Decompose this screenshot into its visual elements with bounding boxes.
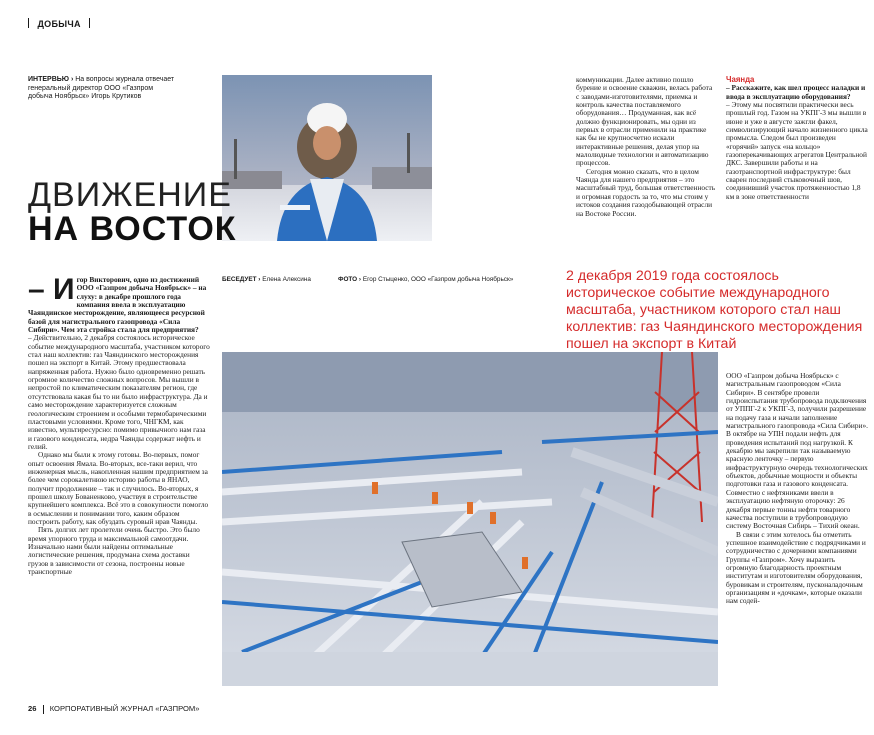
article-title-line1: ДВИЖЕНИЕ (28, 176, 232, 214)
subheading-chayanda: Чаянда (726, 75, 755, 84)
photographer-name: Егор Стыценко, ООО «Газпром добыча Ноябрьск» (362, 276, 514, 283)
col1-paragraph-3: Однако мы были к этому готовы. Во-первых, помог опыт освоения Ямала. Во-вторых, все-таки верил, что инженерная мысль, накопленная нашим предприятием за более чем сорокалетнюю историю работы в ЯНАО, получит продолжение – так и случилось. Во-вторых, я прошел школу Бованенково, участвуя в строительстве крупнейшего комплекса. Всё это в совокупности помогло в осмыслении и понимании того, каким образом построить работу, как обуздать суровый нрав Чаянды. (28, 450, 209, 526)
col3-paragraph-2: Сегодня можно сказать, что в целом Чаянда для нашего предприятия – это масштабный труд, большая ответственность и огромная гордость за то, что мы стоим у истоков создания газодобывающей отрасли на Востоке России. (576, 166, 716, 218)
header-bar-left (28, 18, 29, 28)
credit-interviewer: БЕСЕДУЕТ › Елена Алексина (222, 276, 311, 283)
col1-paragraph-2: – Действительно, 2 декабря состоялось историческое событие международного масштаба, участником которого стал наш коллектив: газ Чаяндинского месторождения пошел на экспорт в Китай. Этому предшествовала напряженная работа. Нужно было одновременно решать огромное количество сложных вопросов. Мы вышли в непростой по климатическим показателям регион, где отсутствовала какая бы то ни было инфраструктура. Да и само месторождение характеризуется сложным геологическим строением и особыми термобарическими пластовыми условиями. Кроме того, ЧНГКМ, как известно, мультиресурсно: помимо привычного нам газа и газового конденсата, недра Чаянды содержат нефть и гелий. (28, 333, 210, 451)
column-3 (576, 76, 716, 218)
plant-photo (222, 352, 718, 686)
interview-label: ИНТЕРВЬЮ (28, 76, 70, 83)
portrait-photo (222, 75, 432, 241)
interviewer-name: Елена Алексина (262, 276, 311, 283)
column-5 (726, 372, 868, 606)
col4-answer: – Этому мы посвятили практически весь прошлый год. Газом на УКПГ-3 мы вышли в июне и уже в августе зажгли факел, символизирующий начало жизненного цикла промысла. Следом был произведен «горячий» запуск «на кольцо» газоперекачивающих агрегатов Центральной ДКС. Завершили работы и на газотранспортной инфраструктуре: был сварен последний стыковочный шов, соединивший участок протяженностью 1,8 км в зоне ответственности (726, 100, 868, 201)
column-4 (726, 76, 868, 201)
footer-bar (43, 705, 44, 714)
page-footer (28, 704, 199, 714)
portrait-illustration (222, 75, 432, 241)
section-title: ДОБЫЧА (37, 19, 81, 29)
article-title-line2: НА ВОСТОК (28, 210, 237, 248)
col1-paragraph-4: Пять долгих лет пролетели очень быстро. Это было время упорного труда и максимальной самоотдачи. Изначально нами были найдены оптимальные логистические решения, продумана схема доставки грузов в зависимости от сезона, построены новые транспортные (28, 525, 200, 577)
journal-name: КОРПОРАТИВНЫЙ ЖУРНАЛ «ГАЗПРОМ» (49, 704, 200, 713)
section-header (28, 14, 90, 32)
plant-illustration (222, 352, 718, 686)
col1-paragraph-1: гор Викторович, одно из достижений ООО «Газпром добыча Ноябрьск» – на слуху: в декабре прошлого года компания ввела в эксплуатацию Чаяндинское месторождение, являющееся ресурсной базой для магистрального газопровода «Сила Сибири». Чем эта стройка стала для предприятия? (28, 275, 207, 335)
drop-cap: – И (28, 273, 75, 306)
lead-quote: 2 декабря 2019 года состоялось историческое событие международного масштаба, участником которого стал наш коллектив: газ Чаяндинского месторождения пошел на экспорт в Китай (566, 268, 863, 352)
col4-question: – Расскажите, как шел процесс наладки и ввода в эксплуатацию оборудования? (726, 83, 866, 101)
column-1 (28, 273, 210, 577)
photo-label: ФОТО (338, 276, 358, 283)
col3-paragraph-1: коммуникации. Далее активно пошло бурение и освоение скважин, велась работа с заводами-изготовителями, приемка и контроль качества поставляемого оборудования… Продуманная, как всё должно функционировать, мы одни из первых в отрасли применили на практике как бы не крупносчетно искали интерактивные решения, делая упор на малолюдные технологии и автоматизацию процессов. (576, 75, 713, 168)
interview-kicker: ИНТЕРВЬЮ › На вопросы журнала отвечает генеральный директор ООО «Газпром добыча Ноябрьск» Игорь Крутиков (28, 76, 175, 100)
interviewer-label: БЕСЕДУЕТ (222, 276, 257, 283)
page-number: 26 (28, 704, 37, 713)
interview-text: На вопросы журнала отвечает генеральный директор ООО «Газпром добыча Ноябрьск» Игорь Крутиков (28, 76, 175, 100)
credit-photographer: ФОТО › Егор Стыценко, ООО «Газпром добыча Ноябрьск» (338, 276, 514, 283)
col5-paragraph-2: В связи с этим хотелось бы отметить успешное взаимодействие с подрядчиками и сотрудничество с дочерними компаниями Группы «Газпром». Хочу выразить огромную благодарность проектным институтам и изготовителям оборудования, буровикам и строителям, пусконаладочным организациям и «дочкам», которые оказали нам содей- (726, 529, 866, 606)
col5-paragraph-1: ООО «Газпром добыча Ноябрьск» с магистральным газопроводом «Сила Сибири». В сентябре провели гидроиспытания трубопровода подключения от УППГ-2 к УКПГ-3, получили разрешение на подачу газа и начали заполнение магистрального газопровода «Сила Сибири». В октябре на УПН подали нефть для проведения испытаний под нагрузкой. К декабрю мы закрепили так называемую красную ленточку – первую инфраструктурную очередь технологических объектов, добычные мощности и объекты подготовки газа и газового конденсата. Совместно с нефтяниками ввели в эксплуатацию нефтяную оторочку: 26 декабря первые тонны нефти товарного качества поступили в трубопроводную систему Восточная Сибирь – Тихий океан. (726, 371, 868, 531)
header-bar-right (89, 18, 90, 28)
